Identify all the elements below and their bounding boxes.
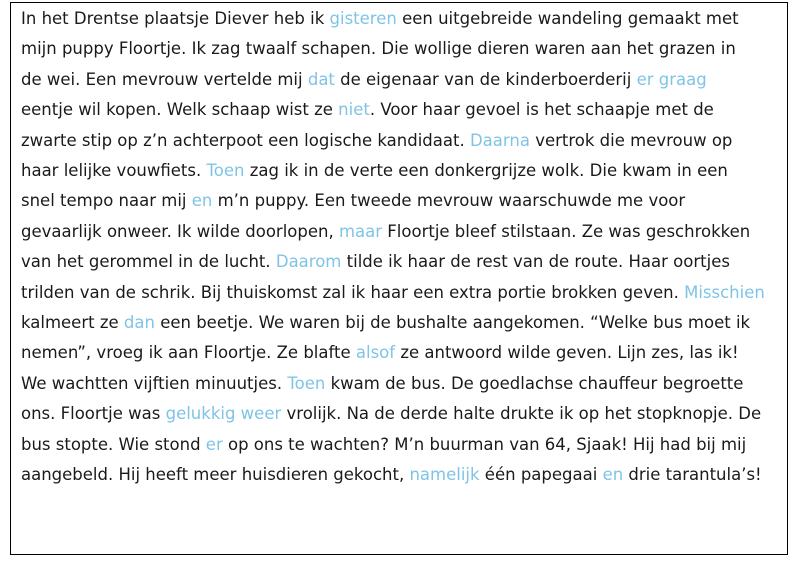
- text-segment: de eigenaar van de kinderboerderij: [334, 69, 637, 89]
- text-segment: Floortje bleef stilstaan. Ze was geschrokken: [382, 221, 751, 241]
- text-segment: kwam de bus. De goedlachse chauffeur begroette: [325, 373, 744, 393]
- text-segment: op ons te wachten? M’n buurman van 64, Sjaak! Hij had bij mij: [222, 434, 747, 454]
- highlighted-word: dan: [123, 313, 155, 333]
- text-line: [21, 65, 777, 95]
- text-line: [21, 95, 777, 125]
- highlighted-word: en: [191, 191, 213, 211]
- highlighted-word: Misschien: [684, 282, 765, 302]
- text-line: [21, 430, 777, 460]
- text-segment: ons. Floortje was: [21, 404, 166, 424]
- text-segment: snel tempo naar mij: [21, 191, 192, 211]
- story-paragraph: [21, 4, 777, 491]
- highlighted-word: alsof: [355, 343, 396, 363]
- text-segment: bus stopte. Wie stond: [21, 434, 206, 454]
- text-segment: vertrok die mevrouw op: [529, 130, 733, 150]
- text-segment: een beetje. We waren bij de bushalte aangekomen. “Welke bus moet ik: [154, 313, 751, 333]
- text-line: [21, 34, 777, 64]
- text-segment: gevaarlijk onweer. Ik wilde doorlopen,: [21, 221, 339, 241]
- text-segment: ze antwoord wilde geven. Lijn zes, las ik!: [395, 343, 739, 363]
- text-line: [21, 460, 777, 490]
- highlighted-word: maar: [338, 221, 383, 241]
- text-segment: zag ik in de verte een donkergrijze wolk. Die kwam in een: [244, 161, 728, 181]
- text-segment: zwarte stip op z’n achterpoot een logische kandidaat.: [21, 130, 470, 150]
- text-line: [21, 247, 777, 277]
- text-segment: trilden van de schrik. Bij thuiskomst zal ik haar een extra portie brokken geven.: [21, 282, 685, 302]
- text-line: [21, 369, 777, 399]
- text-segment: In het Drentse plaatsje Diever heb ik: [21, 9, 330, 28]
- highlighted-word: Toen: [287, 373, 326, 393]
- text-line: [21, 278, 777, 308]
- highlighted-word: er: [205, 434, 223, 454]
- text-segment: mijn puppy Floortje. Ik zag twaalf schapen. Die wollige dieren waren aan het grazen in: [21, 39, 736, 59]
- highlighted-word: gisteren: [329, 9, 397, 28]
- text-segment: een uitgebreide wandeling gemaakt met: [396, 9, 739, 28]
- text-line: [21, 156, 777, 186]
- text-segment: aangebeld. Hij heeft meer huisdieren gekocht,: [21, 465, 410, 485]
- text-segment: drie tarantula’s!: [623, 465, 762, 485]
- text-segment: We wachtten vijftien minuutjes.: [21, 373, 288, 393]
- highlighted-word: Daarom: [275, 252, 342, 272]
- text-segment: de wei. Een mevrouw vertelde mij: [21, 69, 308, 89]
- text-segment: haar lelijke vouwfiets.: [21, 161, 207, 181]
- text-line: [21, 126, 777, 156]
- text-segment: één papegaai: [479, 465, 603, 485]
- highlighted-word: niet: [338, 100, 370, 120]
- highlighted-word: Daarna: [469, 130, 530, 150]
- highlighted-word: gelukkig weer: [165, 404, 282, 424]
- highlighted-word: en: [602, 465, 624, 485]
- text-segment: vrolijk. Na de derde halte drukte ik op het stopknopje. De: [281, 404, 762, 424]
- text-segment: eentje wil kopen. Welk schaap wist ze: [21, 100, 339, 120]
- text-segment: kalmeert ze: [21, 313, 124, 333]
- highlighted-word: namelijk: [409, 465, 480, 485]
- text-segment: van het gerommel in de lucht.: [21, 252, 276, 272]
- highlighted-word: Toen: [206, 161, 245, 181]
- text-segment: nemen”, vroeg ik aan Floortje. Ze blafte: [21, 343, 356, 363]
- text-segment: m’n puppy. Een tweede mevrouw waarschuwde me voor: [212, 191, 686, 211]
- text-frame: [10, 2, 788, 555]
- text-segment: . Voor haar gevoel is het schaapje met de: [369, 100, 714, 120]
- text-line: [21, 186, 777, 216]
- highlighted-word: er graag: [636, 69, 707, 89]
- text-line: [21, 308, 777, 338]
- text-line: [21, 217, 777, 247]
- text-line: [21, 338, 777, 368]
- highlighted-word: dat: [307, 69, 335, 89]
- text-line: [21, 4, 777, 34]
- text-segment: tilde ik haar de rest van de route. Haar oortjes: [341, 252, 730, 272]
- text-line: [21, 399, 777, 429]
